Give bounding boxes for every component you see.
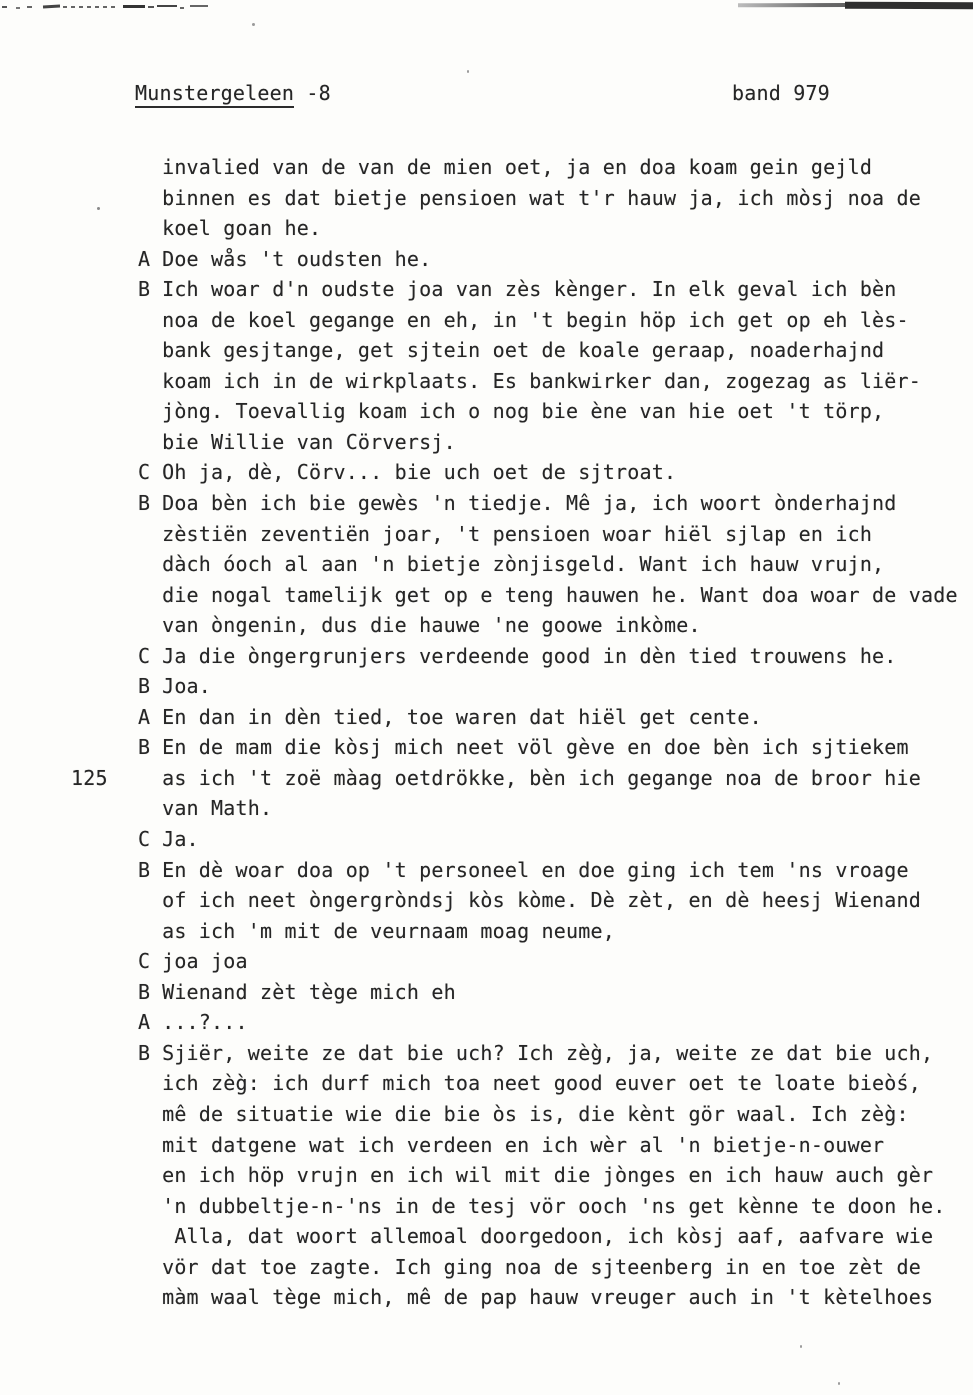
scan-artifact-dash [123, 5, 145, 8]
line-text: of ich neet òngergròndsj kòs kòme. Dè zèt, en dè heesj Wienand [162, 888, 922, 913]
line-text: mê de situatie wie die bie òs is, die kènt gör waal. Ich zèg̀: [162, 1101, 909, 1126]
scan-artifact-dotted-line [180, 7, 188, 9]
transcript-line [0, 213, 973, 244]
transcript-line [0, 824, 973, 855]
line-text: màm waal tège mich, mê de pap hauw vreuger auch in 't kètelhoes [162, 1285, 934, 1310]
transcript-line [0, 1282, 973, 1313]
line-text: vör dat toe zagte. Ich ging noa de sjteenberg in en toe zèt de [162, 1254, 922, 1279]
line-text: mit datgene wat ich verdeen en ich wèr al 'n bietje-n-ouwer [162, 1132, 885, 1157]
scan-artifact-top-right-bar [738, 3, 973, 8]
transcript-line [0, 1007, 973, 1038]
line-text: Oh ja, dè, Cörv... bie uch oet de sjtroat. [162, 460, 677, 485]
line-text: En dan in dèn tied, toe waren dat hiël get cente. [162, 704, 762, 729]
transcript-line [0, 977, 973, 1008]
scan-artifact-dotted-line [63, 6, 115, 8]
transcript-line [0, 855, 973, 886]
transcript-line [0, 885, 973, 916]
document-title-suffix: -8 [294, 81, 331, 105]
transcript-line [0, 1191, 973, 1222]
scan-artifact-dash [2, 6, 7, 8]
line-text: Ja. [162, 827, 199, 852]
transcript-line [0, 183, 973, 214]
speaker-label: A [138, 704, 151, 729]
transcript-line [0, 427, 973, 458]
line-text: Ich woar d'n oudste joa van zès kènger. In elk geval ich bèn [162, 277, 897, 302]
scan-artifact-top-right-bar-dark [845, 2, 973, 9]
speaker-label: C [138, 643, 151, 668]
line-text: zèstiën zeventiën joar, 't pensioen woar hiël sjlap en ich [162, 521, 873, 546]
scan-speck [252, 23, 255, 26]
transcript-line [0, 610, 973, 641]
transcript-line [0, 244, 973, 275]
line-text: Doe wås 't oudsten he. [162, 246, 432, 271]
transcript-line [0, 1068, 973, 1099]
speaker-label: B [138, 979, 151, 1004]
transcript-line [0, 946, 973, 977]
line-text: as ich 't zoë màag oetdrökke, bèn ich gegange noa de broor hie [162, 765, 922, 790]
transcript-line [0, 1221, 973, 1252]
line-text: ich zèg̀: ich durf mich toa neet good euver oet te loate bieòś, [162, 1071, 922, 1096]
line-text: en ich höp vrujn en ich wil mit die jònges en ich hauw auch gèr [162, 1163, 934, 1188]
line-text: koam ich in de wirkplaats. Es bankwirker dan, zogezag as liër- [162, 368, 922, 393]
line-text: binnen es dat bietje pensioen wat t'r hauw ja, ich mòsj noa de [162, 185, 922, 210]
line-text: bie Willie van Cörversj. [162, 429, 456, 454]
speaker-label: C [138, 949, 151, 974]
line-text: joa joa [162, 949, 248, 974]
line-text: En de mam die kòsj mich neet völ gève en doe bèn ich sjtiekem [162, 735, 909, 760]
transcript-line [0, 641, 973, 672]
scan-artifact-dash [43, 5, 60, 9]
line-text: invalied van de van de mien oet, ja en doa koam gein gejld [162, 155, 873, 179]
line-text: 'n dubbeltje-n-'ns in de tesj vör ooch 'ns get kènne te doon he. [162, 1193, 946, 1218]
line-text: noa de koel gegange en eh, in 't begin höp ich get op eh lès- [162, 307, 909, 332]
scan-artifact-dash [157, 5, 177, 7]
speaker-label: B [138, 491, 151, 516]
line-text: Joa. [162, 674, 212, 699]
line-text: Sjiër, weite ze dat bie uch? Ich zèg̀, ja, weite ze dat bie uch, [162, 1040, 934, 1065]
line-text: jòng. Toevallig koam ich o nog bie ène van hie oet 't törp, [162, 399, 885, 424]
transcript-line [0, 1038, 973, 1069]
transcript-line [0, 793, 973, 824]
line-text: Wienand zèt tège mich eh [162, 979, 456, 1004]
transcript-line [0, 1160, 973, 1191]
speaker-label: A [138, 1010, 151, 1035]
scan-speck [800, 1345, 802, 1348]
transcript-line [0, 335, 973, 366]
speaker-label: C [138, 827, 151, 852]
line-text: ...?... [162, 1010, 248, 1035]
speaker-label: B [138, 1040, 151, 1065]
transcript-line [0, 274, 973, 305]
scan-artifact-dash [190, 5, 208, 7]
line-number: 125 [71, 765, 108, 790]
transcript-line [0, 519, 973, 550]
line-text: van Math. [162, 796, 273, 821]
speaker-label: C [138, 460, 151, 485]
scan-artifact-dash [27, 6, 32, 8]
transcript-line [0, 916, 973, 947]
speaker-label: B [138, 857, 151, 882]
scan-artifact-dash [16, 7, 20, 9]
document-title: Munstergeleen [135, 81, 294, 108]
transcript-line [0, 580, 973, 611]
line-text: as ich 'm mit de veurnaam moag neume, [162, 918, 615, 943]
scan-speck [467, 70, 469, 73]
transcript-line [0, 1130, 973, 1161]
transcript-line [0, 1252, 973, 1283]
transcript-line [0, 763, 973, 794]
line-text: dàch óoch al aan 'n bietje zònjisgeld. Want ich hauw vrujn, [162, 552, 885, 577]
band-number: band 979 [732, 81, 830, 105]
line-text: die nogal tamelijk get op e teng hauwen he. Want doa woar de vade [162, 582, 958, 607]
transcript-line [0, 549, 973, 580]
page-header-title [135, 80, 331, 106]
transcript-line [0, 671, 973, 702]
speaker-label: A [138, 246, 151, 271]
line-text: Ja die òngergrunjers verdeende good in dèn tied trouwens he. [162, 643, 897, 668]
transcript-line [0, 732, 973, 763]
speaker-label: B [138, 735, 151, 760]
scan-artifact-dash [148, 6, 154, 8]
line-text: bank gesjtange, get sjtein oet de koale geraap, noaderhajnd [162, 338, 885, 363]
speaker-label: B [138, 277, 151, 302]
transcript-line [0, 366, 973, 397]
transcript-line [0, 488, 973, 519]
transcript-line [0, 152, 973, 183]
transcript-line [0, 457, 973, 488]
line-text: Alla, dat woort allemoal doorgedoon, ich kòsj aaf, aafvare wie [162, 1224, 934, 1249]
transcript-line [0, 305, 973, 336]
line-text: Doa bèn ich bie gewès 'n tiedje. Mê ja, ich woort ònderhajnd [162, 491, 897, 516]
line-text: koel goan he. [162, 216, 322, 241]
scan-speck [838, 1382, 840, 1385]
line-text: van òngenin, dus die hauwe 'ne goowe inkòme. [162, 613, 701, 638]
transcript [0, 152, 973, 1313]
transcript-line [0, 702, 973, 733]
transcript-line [0, 396, 973, 427]
line-text: En dè woar doa op 't personeel en doe ging ich tem 'ns vroage [162, 857, 909, 882]
transcript-line [0, 1099, 973, 1130]
speaker-label: B [138, 674, 151, 699]
